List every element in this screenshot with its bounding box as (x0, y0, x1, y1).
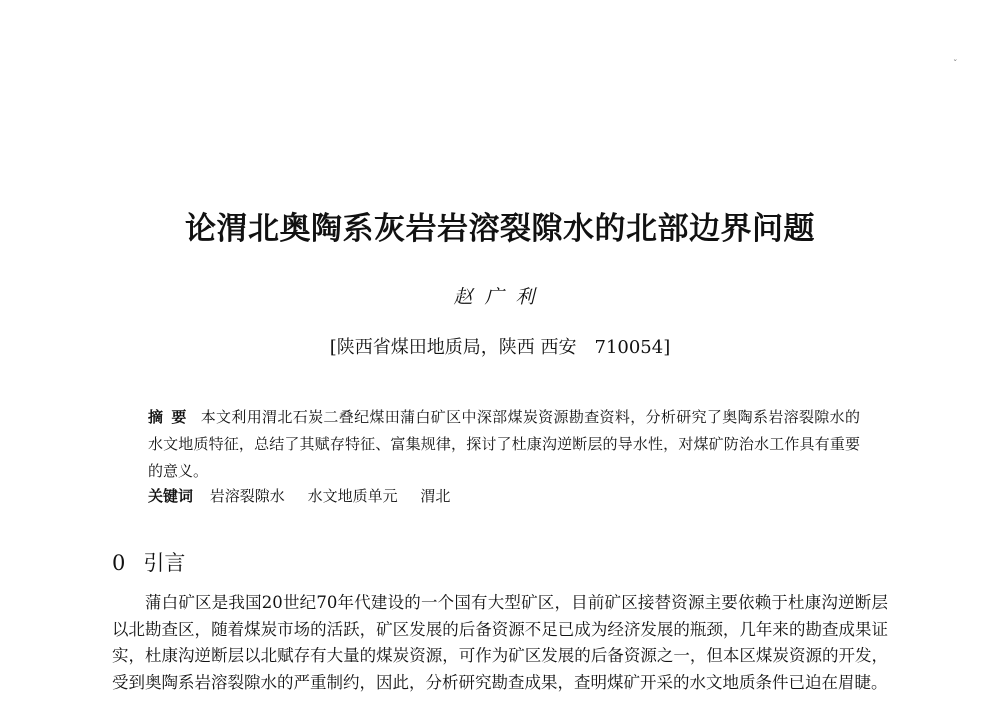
abstract-label: 摘要 (148, 408, 195, 426)
paper-title: 论渭北奥陶系灰岩岩溶裂隙水的北部边界问题 (185, 211, 815, 247)
section-number: 0 (112, 551, 126, 575)
abstract (148, 404, 860, 485)
section-heading (112, 547, 185, 577)
intro-body (112, 590, 888, 696)
author-name: 赵广利 (453, 286, 547, 308)
affiliation: [陕西省煤田地质局，陕西 西安 710054] (329, 337, 671, 358)
keywords-label: 关键词 (148, 487, 194, 505)
scan-mark: ˇ (953, 60, 958, 70)
keyword: 渭北 (420, 487, 451, 505)
abstract-text: 本文利用渭北石炭二叠纪煤田蒲白矿区中深部煤炭资源勘查资料，分析研究了奥陶系岩溶裂隙水的水文地质特征，总结了其赋存特征、富集规律，探讨了杜康沟逆断层的导水性，对煤矿防治水工作具有重要的意义。 (148, 408, 860, 480)
intro-paragraph: 蒲白矿区是我国20世纪70年代建设的一个国有大型矿区，目前矿区接替资源主要依赖于杜康沟逆断层以北勘查区，随着煤炭市场的活跃，矿区发展的后备资源不足已成为经济发展的瓶颈，几年来的勘查成果证实，杜康沟逆断层以北赋存有大量的煤炭资源，可作为矿区发展的后备资源之一，但本区煤炭资源的开发，受到奥陶系岩溶裂隙水的严重制约，因此，分析研究勘查成果，查明煤矿开采的水文地质条件已迫在眉睫。 (112, 593, 888, 692)
keywords (148, 483, 860, 509)
section-title: 引言 (143, 551, 186, 575)
keyword: 岩溶裂隙水 (209, 487, 285, 505)
keyword: 水文地质单元 (307, 487, 398, 505)
